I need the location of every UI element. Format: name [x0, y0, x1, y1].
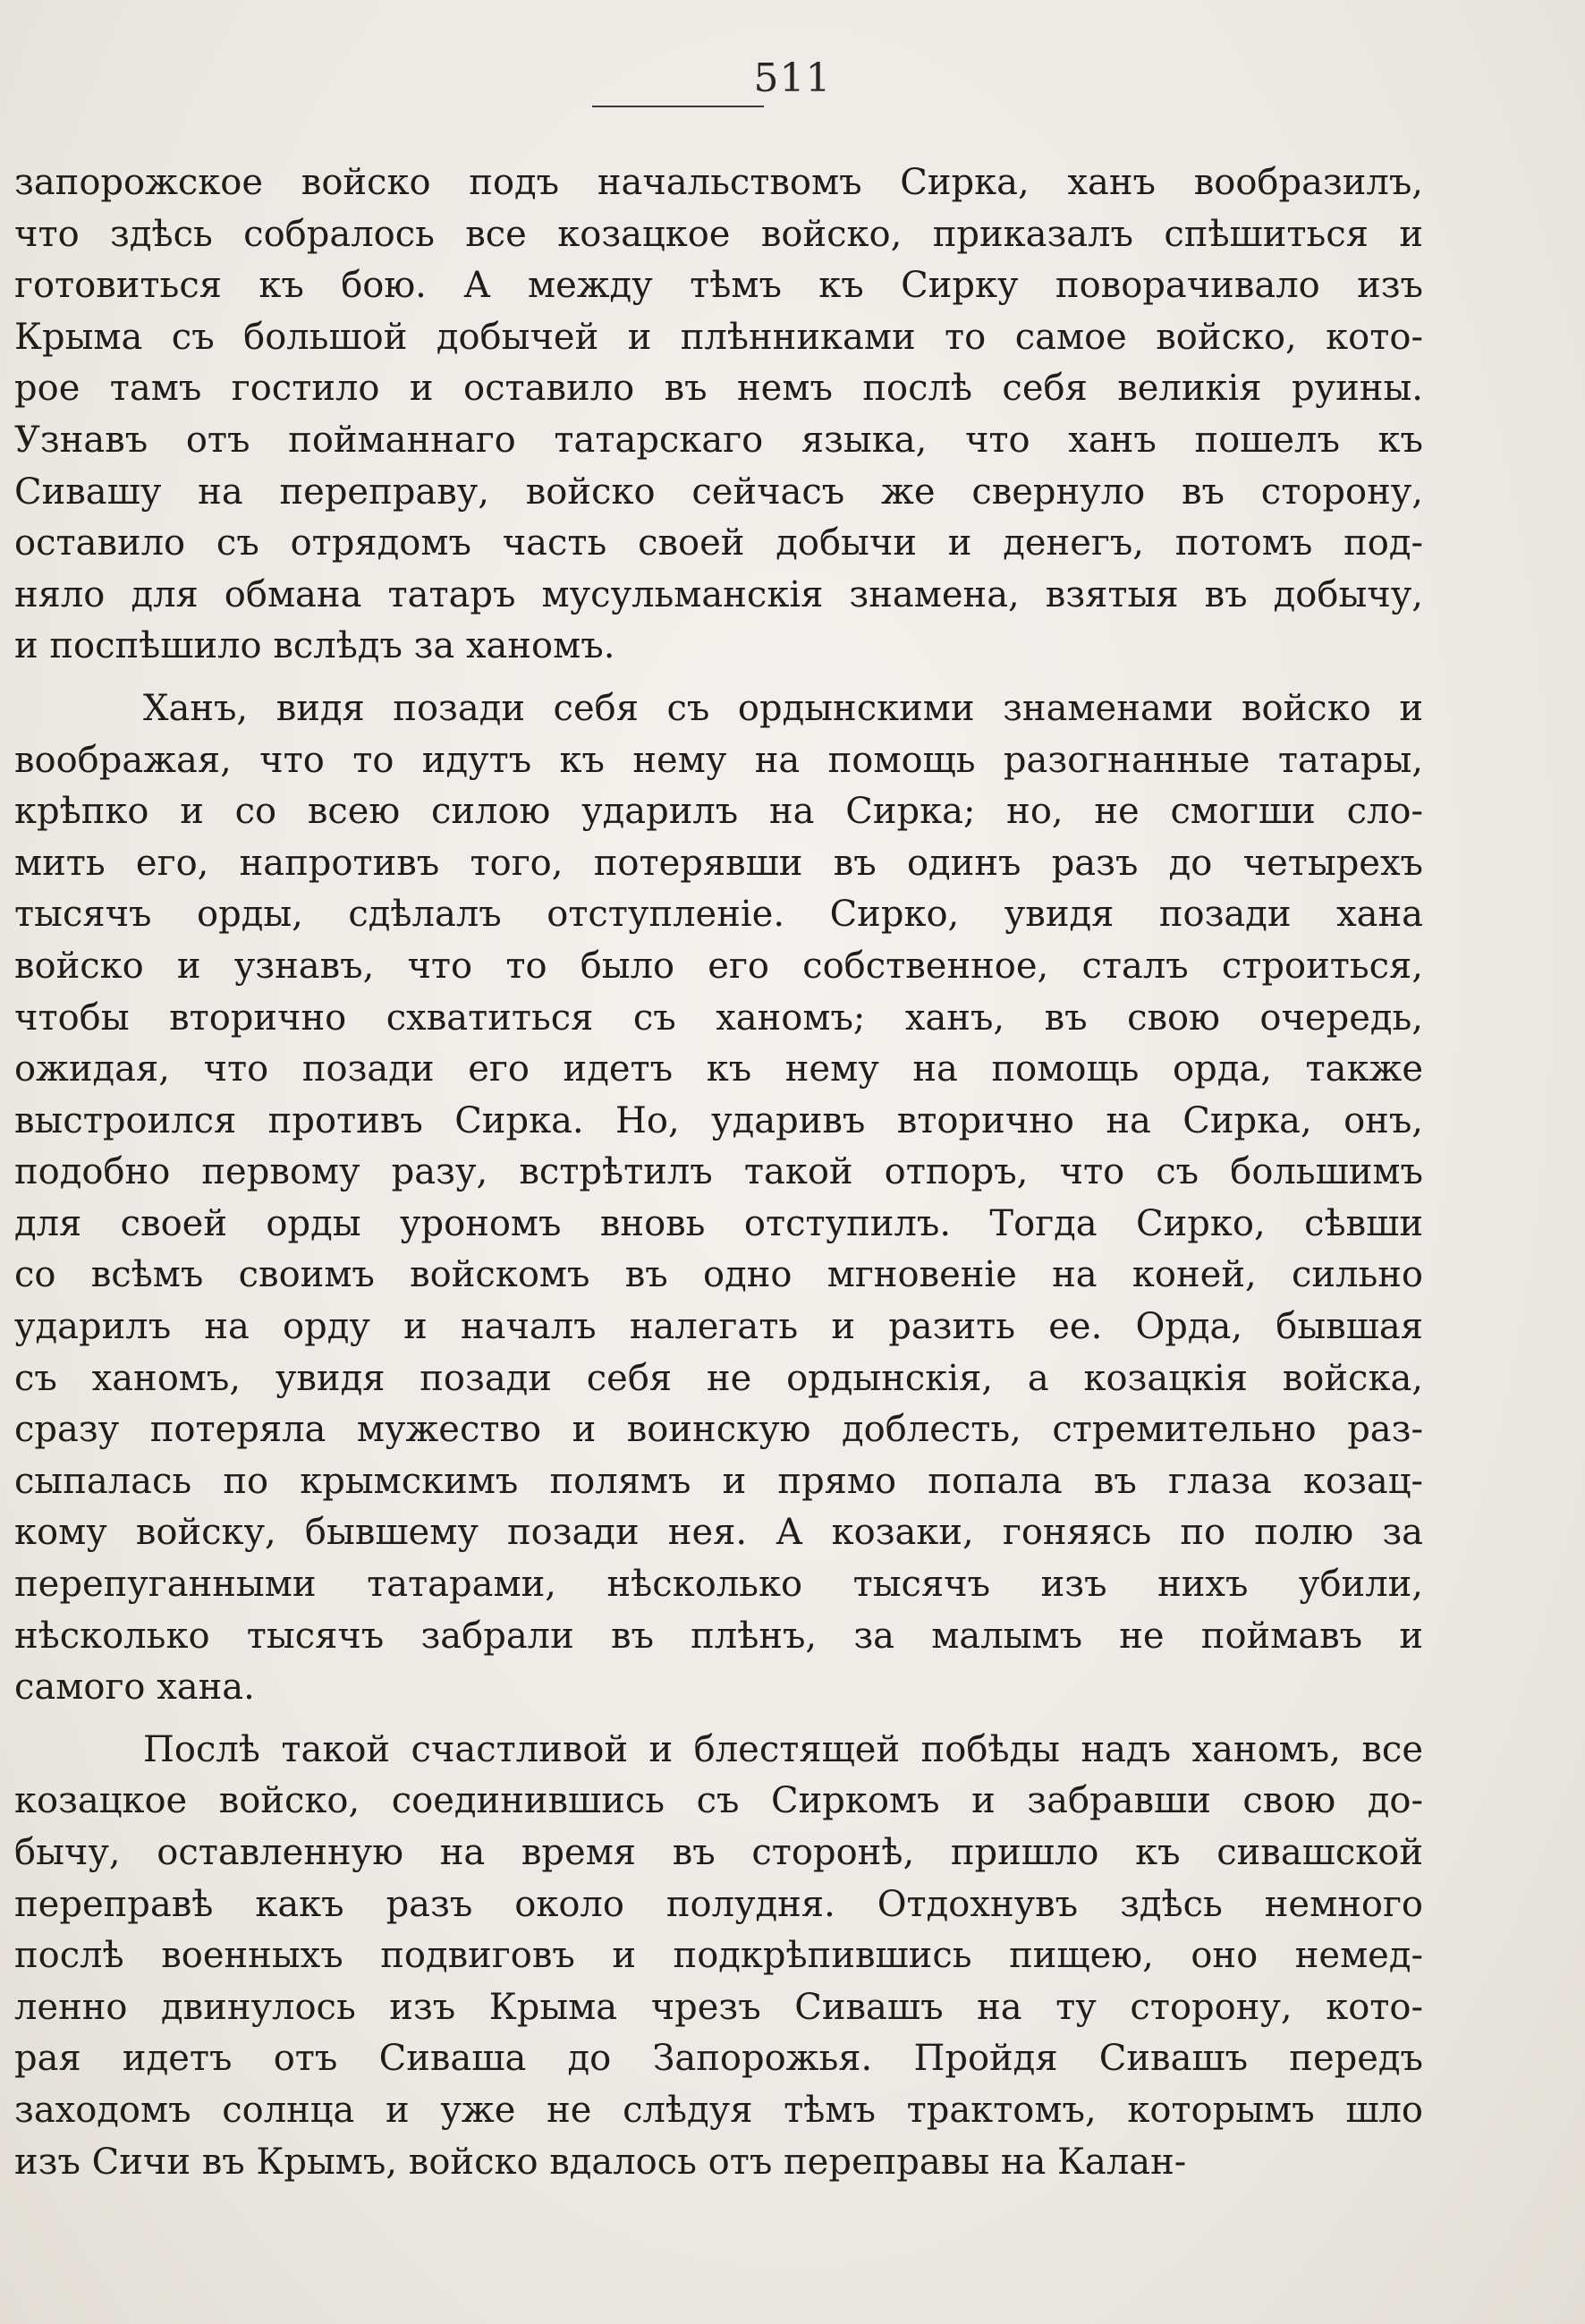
page-number: 511	[753, 55, 832, 101]
text-line: готовиться къ бою. А между тѣмъ къ Сирку поворачивало изъ	[14, 265, 1423, 307]
text-line: послѣ военныхъ подвиговъ и подкрѣпившись пищею, оно немед-	[14, 1935, 1423, 1977]
text-line: переправѣ какъ разъ около полудня. Отдохнувъ здѣсь немного	[14, 1883, 1423, 1925]
text-line: тысячъ орды, сдѣлалъ отступленіе. Сирко, увидя позади хана	[14, 894, 1423, 936]
text-line: крѣпко и со всею силою ударилъ на Сирка; но, не смогши сло-	[14, 791, 1423, 833]
text-line: нѣсколько тысячъ забрали въ плѣнъ, за малымъ не поймавъ и	[14, 1615, 1423, 1657]
text-line: изъ Сичи въ Крымъ, войско вдалось отъ переправы на Калан-	[14, 2141, 1187, 2183]
text-line: козацкое войско, соединившись съ Сиркомъ и забравши свою до-	[14, 1780, 1423, 1822]
text-line: Узнавъ отъ пойманнаго татарскаго языка, что ханъ пошелъ къ	[14, 419, 1423, 461]
text-line: заходомъ солнца и уже не слѣдуя тѣмъ трактомъ, которымъ шло	[14, 2089, 1423, 2131]
text-line: и поспѣшило вслѣдъ за ханомъ.	[14, 625, 615, 667]
text-line: Послѣ такой счастливой и блестящей побѣды надъ ханомъ, все	[143, 1728, 1423, 1770]
text-line: выстроился противъ Сирка. Но, ударивъ вторично на Сирка, онъ,	[14, 1099, 1423, 1141]
text-line: сразу потеряла мужество и воинскую доблесть, стремительно раз-	[14, 1409, 1423, 1451]
paragraph-gap	[14, 1714, 1423, 1725]
paragraph	[14, 157, 1423, 673]
text-line: подобно первому разу, встрѣтилъ такой отпоръ, что съ большимъ	[14, 1151, 1423, 1193]
text-line: бычу, оставленную на время въ сторонѣ, пришло къ сивашской	[14, 1832, 1423, 1873]
text-line: оставило съ отрядомъ часть своей добычи и денегъ, потомъ под-	[14, 522, 1423, 564]
text-line: рое тамъ гостило и оставило въ немъ послѣ себя великія руины.	[14, 368, 1423, 410]
text-line: рая идетъ отъ Сиваша до Запорожья. Пройдя Сивашъ передъ	[14, 2038, 1423, 2080]
text-line: перепуганными татарами, нѣсколько тысячъ изъ нихъ убили,	[14, 1564, 1423, 1606]
header-rule	[592, 106, 764, 107]
text-line: для своей орды урономъ вновь отступилъ. Тогда Сирко, сѣвши	[14, 1202, 1423, 1244]
paragraph-gap	[14, 673, 1423, 683]
text-line: кому войску, бывшему позади нея. А козаки, гоняясь по полю за	[14, 1512, 1423, 1554]
paragraph	[14, 683, 1423, 1714]
text-line: сыпалась по крымскимъ полямъ и прямо попала въ глаза козац-	[14, 1460, 1423, 1502]
text-line: няло для обмана татаръ мусульманскія знамена, взятыя въ добычу,	[14, 573, 1423, 615]
text-line: со всѣмъ своимъ войскомъ въ одно мгновеніе на коней, сильно	[14, 1254, 1423, 1296]
body-text	[14, 157, 1423, 2188]
text-line: самого хана.	[14, 1667, 255, 1709]
text-line: запорожское войско подъ начальствомъ Сирка, ханъ вообразилъ,	[14, 162, 1423, 203]
text-line: Крыма съ большой добычей и плѣнниками то самое войско, кото-	[14, 316, 1423, 358]
text-line: войско и узнавъ, что то было его собственное, сталъ строиться,	[14, 945, 1423, 987]
text-line: что здѣсь собралось все козацкое войско, приказалъ спѣшиться и	[14, 213, 1423, 255]
text-line: Сивашу на переправу, войско сейчасъ же свернуло въ сторону,	[14, 471, 1423, 513]
text-line: ударилъ на орду и началъ налегать и разить ее. Орда, бывшая	[14, 1306, 1423, 1348]
text-line: ожидая, что позади его идетъ къ нему на помощь орда, также	[14, 1048, 1423, 1090]
text-line: чтобы вторично схватиться съ ханомъ; ханъ, въ свою очередь,	[14, 997, 1423, 1039]
text-line: воображая, что то идутъ къ нему на помощь разогнанные татары,	[14, 739, 1423, 781]
text-line: ленно двинулось изъ Крыма чрезъ Сивашъ на ту сторону, кото-	[14, 1986, 1423, 2028]
paragraph	[14, 1725, 1423, 2188]
text-line: мить его, напротивъ того, потерявши въ одинъ разъ до четырехъ	[14, 842, 1423, 884]
text-line: съ ханомъ, увидя позади себя не ордынскія, а козацкія войска,	[14, 1357, 1423, 1399]
text-line: Ханъ, видя позади себя съ ордынскими знаменами войско и	[143, 687, 1423, 729]
